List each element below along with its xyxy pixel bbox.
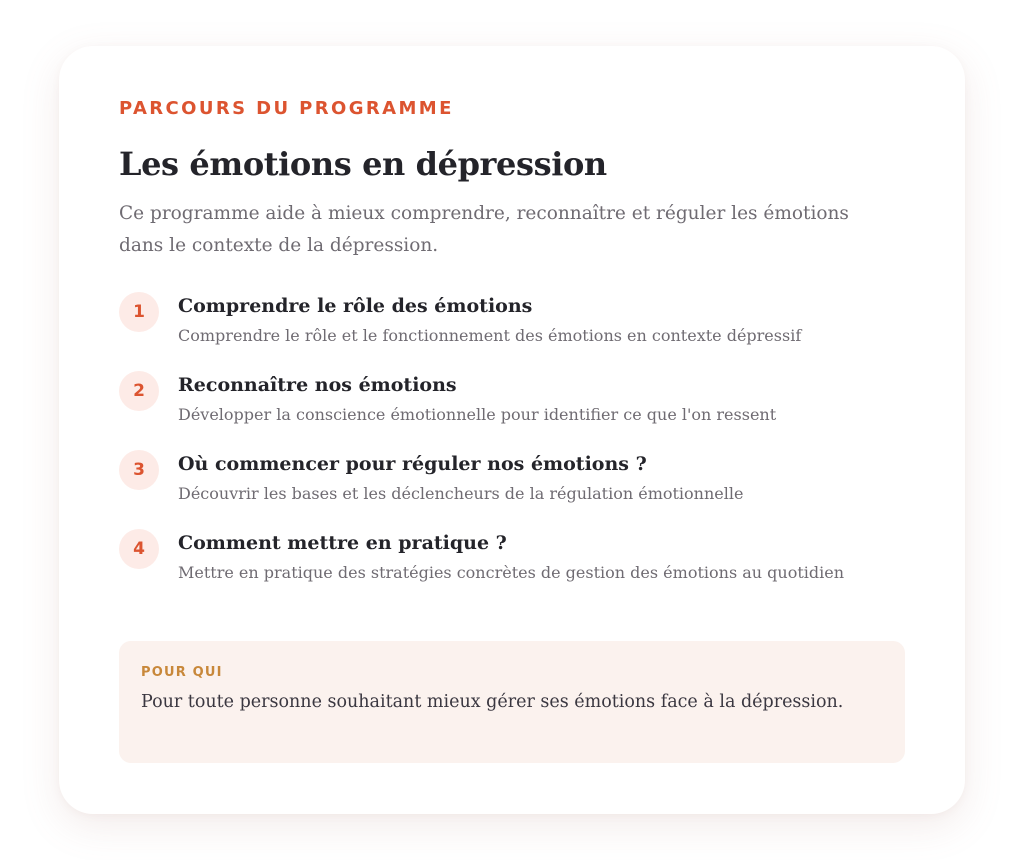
program-description: Ce programme aide à mieux comprendre, reconnaître et réguler les émotions dans le contexte de la dépression. [119,203,849,256]
step-number-badge: 3 [119,450,159,490]
program-title: Les émotions en dépression [119,145,607,183]
audience-label: POUR QUI [141,665,223,680]
step-title: Comprendre le rôle des émotions [178,295,533,317]
step-title: Reconnaître nos émotions [178,374,457,396]
step-number-badge: 2 [119,371,159,411]
audience-text: Pour toute personne souhaitant mieux gérer ses émotions face à la dépression. [141,692,844,712]
section-eyebrow: PARCOURS DU PROGRAMME [119,98,454,119]
step-number-badge: 1 [119,292,159,332]
step-item [119,369,909,428]
step-number-badge: 4 [119,529,159,569]
program-card [59,46,965,814]
audience-panel [119,641,905,763]
step-description: Découvrir les bases et les déclencheurs de la régulation émotionnelle [178,484,744,503]
step-description: Comprendre le rôle et le fonctionnement des émotions en contexte dépressif [178,326,802,345]
step-item [119,448,909,507]
step-item [119,527,909,586]
step-description: Développer la conscience émotionnelle pour identifier ce que l'on ressent [178,405,777,424]
step-item [119,290,909,349]
step-title: Comment mettre en pratique ? [178,532,507,554]
step-title: Où commencer pour réguler nos émotions ? [178,453,647,475]
step-list [119,290,909,606]
step-description: Mettre en pratique des stratégies concrètes de gestion des émotions au quotidien [178,563,845,582]
